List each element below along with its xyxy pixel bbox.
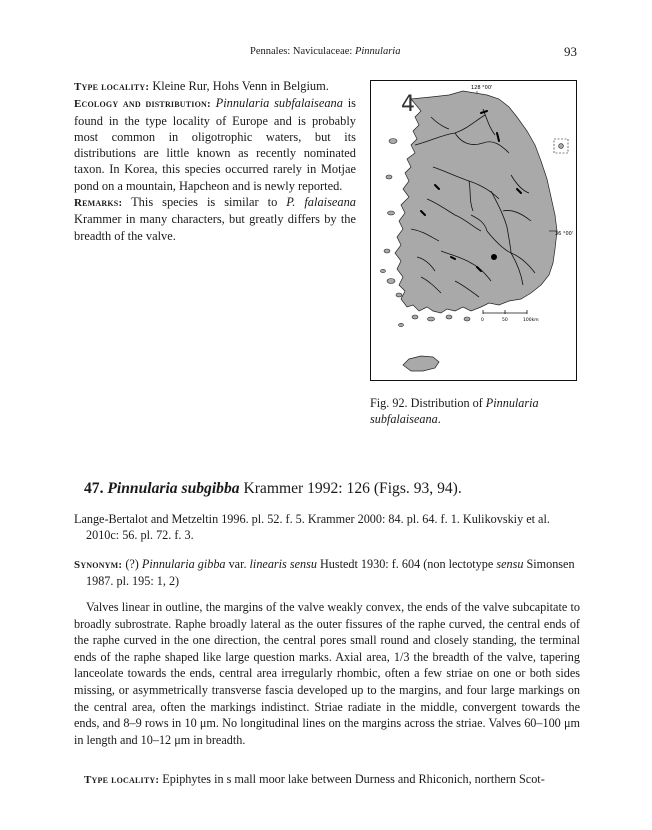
- type-locality-paragraph: Type locality: Kleine Rur, Hohs Venn in Belgium.: [74, 79, 329, 93]
- occurrence-point: [491, 254, 497, 260]
- type-locality-paragraph-2: Type locality: Epiphytes in s mall moor lake between Durness and Rhiconich, northern Scot-: [84, 772, 545, 786]
- left-column: [74, 78, 356, 244]
- remarks-paragraph: Remarks: This species is similar to P. falaiseana Krammer in many characters, but greatly differs by the breadth of the valve.: [74, 195, 356, 243]
- korea-map-drawing: [371, 81, 576, 380]
- synonym-label: Synonym:: [74, 559, 123, 571]
- remarks-label: Remarks:: [74, 197, 123, 210]
- running-title: Pennales: Naviculaceae: Pinnularia: [250, 46, 401, 57]
- description-paragraph: Valves linear in outline, the margins of the valve weakly convex, the ends of the valve subcapitate to broadly subrostrate. Raphe broadly lateral as the outer fissures of the raphe curved, the central ends of the raphe curved in the one direction, the central pores small round and closely standing, the terminal ends of the raphe shaped like large question marks. Axial area, 1/3 the breadth of the valve, tapering lanceolate towards the ends, central area irregularly rhombic, often a few striae on one or both sides missing, or asymmetrically transverse fascia developed up to the margins, and four large markings on the central area, often the markings indistinct. Striae radiate in the middle, convergent towards the ends, and 8–9 rows in 10 μm. No longitudinal lines on the margins across the striae. Valves 60–100 μm in length and 10–12 μm in breadth.: [74, 600, 580, 747]
- figure-caption: Fig. 92. Distribution of Pinnularia subfalaiseana.: [370, 396, 539, 426]
- distribution-map: [370, 80, 577, 381]
- page-number: 93: [564, 44, 577, 59]
- longitude-label: 128 °00': [471, 85, 493, 91]
- scale-bar: [481, 310, 539, 323]
- scale-label-100km: 100km: [523, 318, 539, 323]
- ecology-paragraph: Ecology and distribution: Pinnularia subfalaiseana is found in the type locality of Europe and is probably most common in oligotrophic waters, but its distributions are little known as recently nominated taxon. In Korea, this species occurred rarely in Motjae pond on a mountain, Hapcheon and is newly reported.: [74, 96, 356, 193]
- scale-label-50: 50: [502, 318, 508, 323]
- running-header: [0, 44, 652, 60]
- jeju-island: [403, 356, 439, 371]
- type-locality-label: Type locality:: [74, 81, 150, 93]
- references-paragraph: Lange-Bertalot and Metzeltin 1996. pl. 52. f. 5. Krammer 2000: 84. pl. 64. f. 1. Kulikovskiy et al. 2010c: 56. pl. 72. f. 3.: [74, 512, 550, 543]
- species-heading: 47. Pinnularia subgibba Krammer 1992: 126 (Figs. 93, 94).: [84, 480, 462, 497]
- synonym-paragraph: Synonym: (?) Pinnularia gibba var. linearis sensu Hustedt 1930: f. 604 (non lectotype sensu Simonsen 1987. pl. 195: 1, 2): [74, 557, 575, 589]
- type-locality-label-2: Type locality:: [84, 774, 160, 786]
- map-number: 4: [401, 92, 415, 117]
- ulleungdo-island: [559, 144, 564, 149]
- latitude-label: 36 °00': [555, 231, 574, 237]
- scale-label-0: 0: [481, 318, 484, 323]
- ecology-label: Ecology and distribution:: [74, 98, 211, 111]
- mainland-landmass: [395, 91, 557, 313]
